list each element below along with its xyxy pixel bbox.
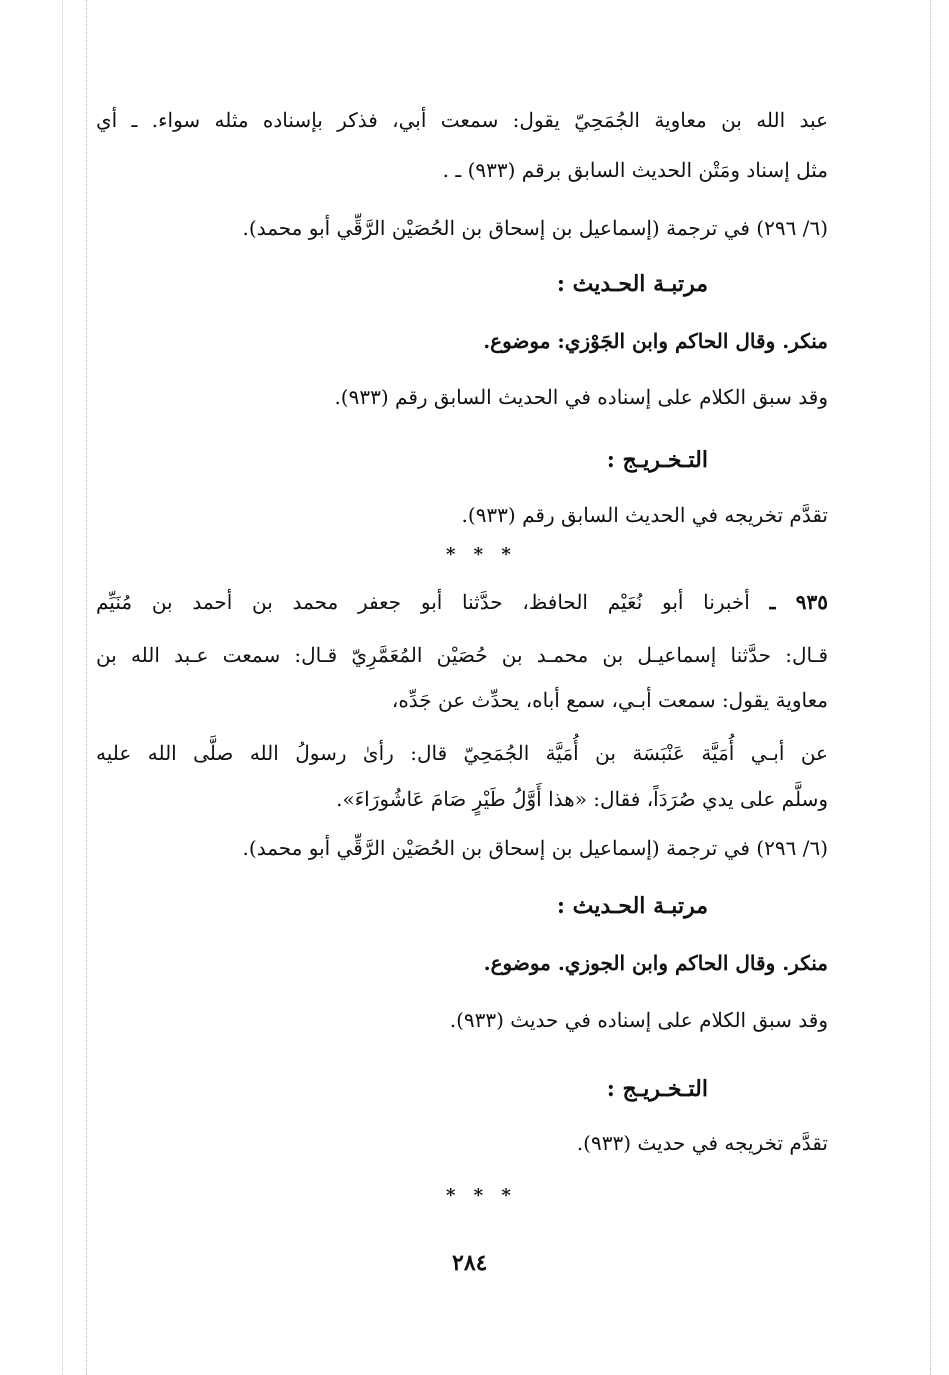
section-separator: * * * [446,544,517,565]
section-heading-hadith-rank: مرتبـة الحـديث : [556,893,708,919]
hadith-text: أخبرنا أبو نُعَيْم الحافظ، حدَّثنا أبو جعفر محمد بن أحمد بن مُنَيِّم [96,590,750,614]
hadith-line [96,587,828,617]
section-heading-hadith-rank: مرتبـة الحـديث : [556,271,708,297]
takhrij-text: تقدَّم تخريجه في الحديث السابق رقم (٩٣٣). [461,503,828,527]
hadith-line: عن أبـي أُمَيَّة عَنْبَسَة بن أُمَيَّة الجُمَحِيّ قال: رأىٰ رسولُ الله صلَّى الله عليه [96,741,828,765]
scan-edge-mark [86,0,87,1375]
section-separator: * * * [446,1185,517,1206]
section-heading-takhrij: التـخـريـج : [606,1076,708,1102]
ruling-text: منكر. وقال الحاكم وابن الجوزي. موضوع. [483,951,828,975]
scan-edge-mark [62,0,63,1375]
paragraph-line: مثل إسناد ومَتْن الحديث السابق برقم (٩٣٣) ـ . [442,158,828,182]
section-heading-takhrij: التـخـريـج : [606,447,708,473]
paragraph-line: عبد الله بن معاوية الجُمَحِيّ يقول: سمعت أبي، فذكر بإسناده مثله سواء. ـ أي [96,108,828,132]
source-reference: (٦/ ٢٩٦) في ترجمة (إسماعيل بن إسحاق بن الحُصَيْن الرَّقِّي أبو محمد). [242,216,828,240]
ruling-text: منكر. وقال الحاكم وابن الجَوْزي: موضوع. [483,329,828,353]
source-reference: (٦/ ٢٩٦) في ترجمة (إسماعيل بن إسحاق بن الحُصَيْن الرَّقِّي أبو محمد). [242,836,828,860]
scan-edge-mark [930,0,931,1375]
hadith-line: قـال: حدَّثنا إسماعيـل بن محمـد بن حُصَيْن المُعَمَّرِيّ قـال: سمعت عـبد الله بن [96,643,828,667]
hadith-line: وسلَّم على يدي صُرَدَاً، فقال: «هذا أَوَّلُ طَيْرٍ صَامَ عَاشُورَاءَ». [336,787,828,811]
hadith-number: ٩٣٥ ـ [769,590,828,614]
page-number: ٢٨٤ [452,1250,488,1276]
ruling-note: وقد سبق الكلام على إسناده في حديث (٩٣٣). [449,1008,828,1032]
hadith-line: معاوية يقول: سمعت أبـي، سمع أباه، يحدِّث عن جَدِّه، [391,688,828,712]
ruling-note: وقد سبق الكلام على إسناده في الحديث السابق رقم (٩٣٣). [334,385,828,409]
takhrij-text: تقدَّم تخريجه في حديث (٩٣٣). [576,1131,828,1155]
